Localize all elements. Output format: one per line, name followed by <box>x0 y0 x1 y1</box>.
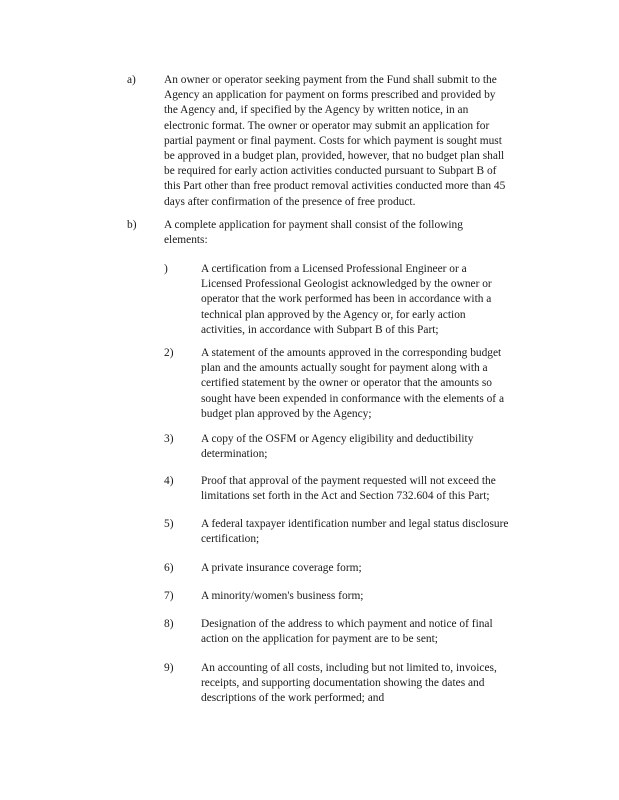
text-line: receipts, and supporting documentation showing the dates and <box>201 677 485 690</box>
list-item-text <box>201 617 493 647</box>
text-line: be required for early action activities conducted pursuant to Subpart B of <box>164 165 497 178</box>
list-item-text <box>201 432 473 462</box>
list-item-label: 2) <box>164 347 174 359</box>
text-line: certification; <box>201 533 260 546</box>
text-line: partial payment or final payment. Costs for which payment is sought must <box>164 134 502 147</box>
text-line: A statement of the amounts approved in the corresponding budget <box>201 347 502 359</box>
list-item-label: 6) <box>164 562 174 574</box>
text-line: technical plan approved by the Agency or, for early action <box>201 308 466 321</box>
list-item-text <box>201 661 497 707</box>
text-line: An accounting of all costs, including but not limited to, invoices, <box>201 662 497 674</box>
text-line: sought have been expended in conformance with the elements of a <box>201 392 505 405</box>
text-line: operator that the work performed has been in accordance with a <box>201 293 492 306</box>
text-line: plan and the amounts actually sought for payment along with a <box>201 362 488 375</box>
list-item-label: 4) <box>164 475 174 487</box>
list-item-text <box>201 346 504 422</box>
list-item-label: ) <box>164 263 168 275</box>
text-line: determination; <box>201 448 268 461</box>
text-line: Designation of the address to which payment and notice of final <box>201 618 493 630</box>
text-line: activities, in accordance with Subpart B of this Part; <box>201 323 439 336</box>
text-line: Licensed Professional Geologist acknowledged by the owner or <box>201 278 492 291</box>
section-a-label: a) <box>127 74 136 86</box>
text-line: days after confirmation of the presence of free product. <box>164 195 416 208</box>
text-line: limitations set forth in the Act and Section 732.604 of this Part; <box>201 490 490 503</box>
text-line: be approved in a budget plan, provided, however, that no budget plan shall <box>164 150 505 163</box>
text-line: certified statement by the owner or operator that the amounts so <box>201 377 493 390</box>
text-line: A minority/women's business form; <box>201 590 364 602</box>
section-b-label: b) <box>127 219 137 231</box>
text-line: A copy of the OSFM or Agency eligibility and deductibility <box>201 433 474 445</box>
text-line: A private insurance coverage form; <box>201 562 362 574</box>
text-line: Proof that approval of the payment requested will not exceed the <box>201 475 496 487</box>
list-item-text <box>201 262 492 338</box>
list-item-label: 9) <box>164 662 174 674</box>
text-line: A certification from a Licensed Professional Engineer or a <box>201 263 467 275</box>
text-line: the Agency and, if specified by the Agency by written notice, in an <box>164 104 469 117</box>
text-line: descriptions of the work performed; and <box>201 692 385 705</box>
list-item-text <box>201 561 362 576</box>
text-line: A complete application for payment shall consist of the following <box>164 219 463 231</box>
text-line: elements: <box>164 234 208 247</box>
list-item-label: 5) <box>164 518 174 530</box>
text-line: budget plan approved by the Agency; <box>201 407 372 420</box>
text-line: electronic format. The owner or operator may submit an application for <box>164 119 490 132</box>
text-line: Agency an application for payment on forms prescribed and provided by <box>164 89 496 102</box>
section-a-text <box>164 73 505 210</box>
section-b-text <box>164 218 463 248</box>
list-item-label: 3) <box>164 433 174 445</box>
list-item-label: 8) <box>164 618 174 630</box>
text-line: this Part other than free product removal activities conducted more than 45 <box>164 180 506 193</box>
list-item-text <box>201 589 363 604</box>
list-item-text <box>201 517 508 547</box>
list-item-text <box>201 474 496 504</box>
text-line: An owner or operator seeking payment from the Fund shall submit to the <box>164 74 497 86</box>
text-line: A federal taxpayer identification number and legal status disclosure <box>201 518 509 530</box>
text-line: action on the application for payment are to be sent; <box>201 633 438 646</box>
list-item-label: 7) <box>164 590 174 602</box>
